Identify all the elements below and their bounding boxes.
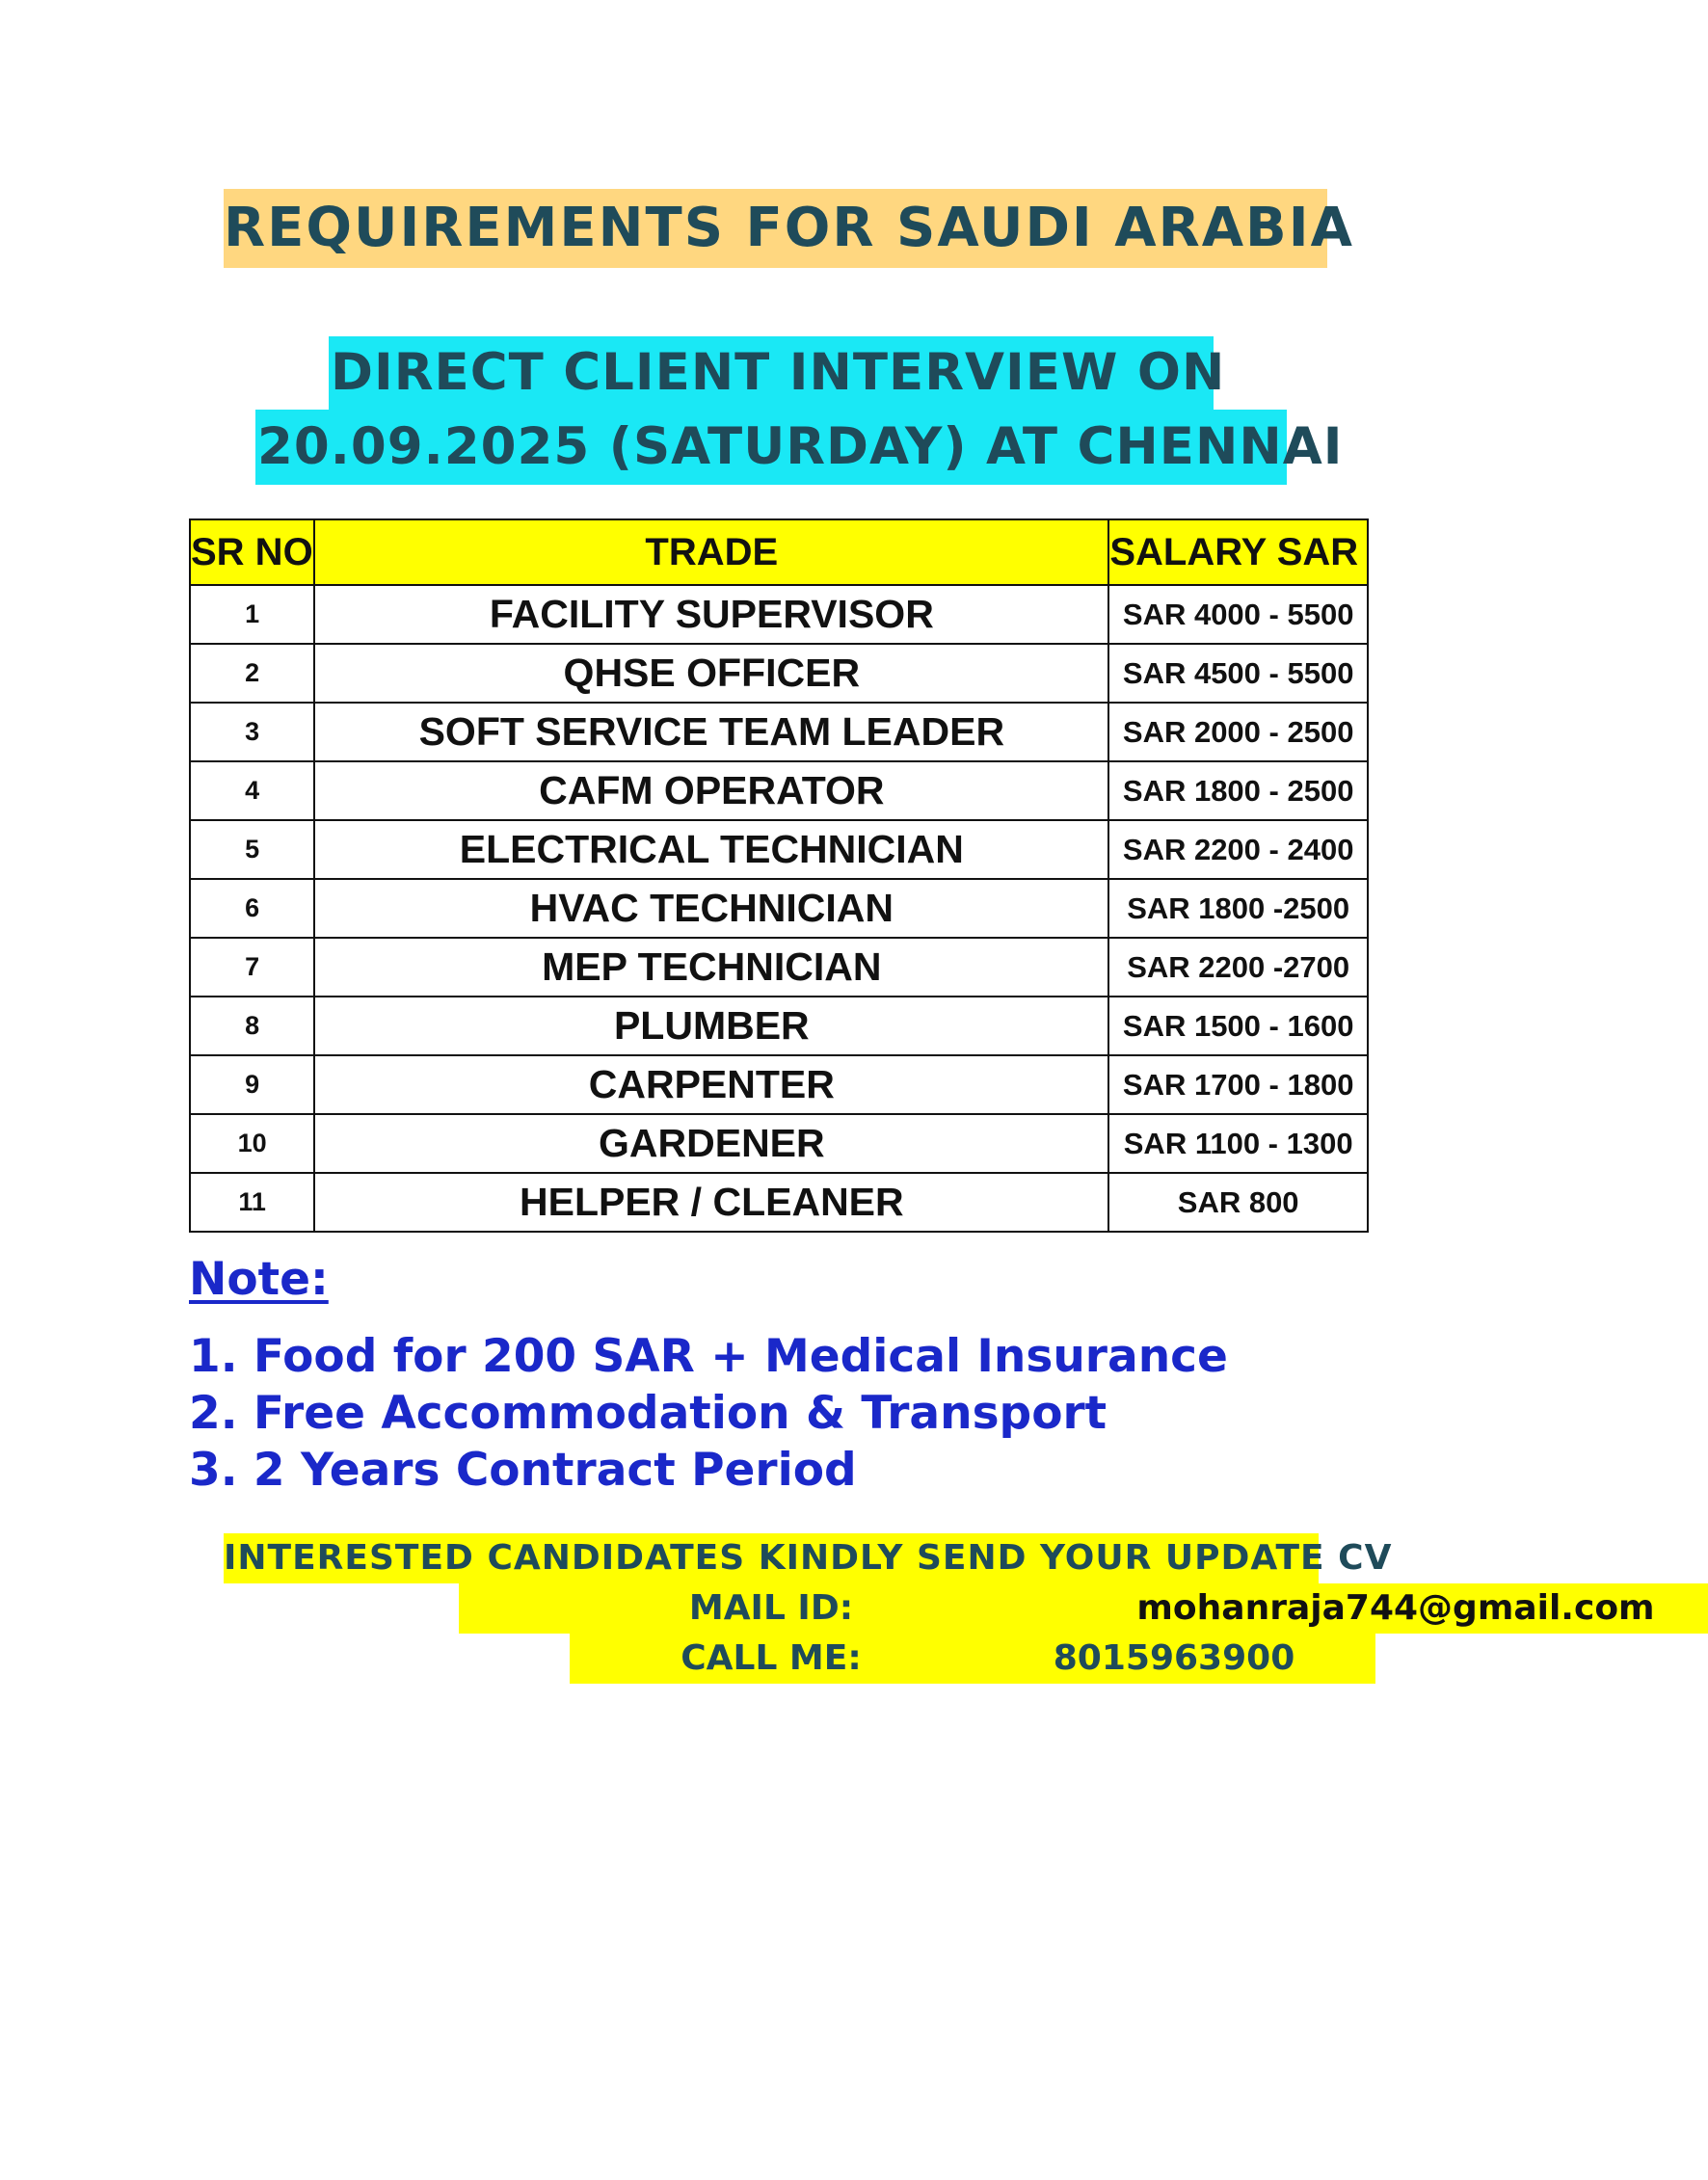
header-sr-no: SR NO (190, 519, 314, 585)
sr-no-cell: 10 (190, 1114, 314, 1173)
salary-cell: SAR 1800 - 2500 (1108, 761, 1368, 820)
salary-cell: SAR 2200 - 2400 (1108, 820, 1368, 879)
note-item: 1. Food for 200 SAR + Medical Insurance (189, 1330, 1228, 1383)
sr-no-cell: 3 (190, 703, 314, 761)
interview-date-location: 20.09.2025 (SATURDAY) AT CHENNAI (255, 410, 1287, 485)
salary-cell: SAR 2000 - 2500 (1108, 703, 1368, 761)
phone-number-link[interactable]: 8015963900 (973, 1634, 1375, 1684)
salary-cell: SAR 1500 - 1600 (1108, 997, 1368, 1055)
table-header-row (190, 519, 1368, 585)
salary-cell: SAR 1700 - 1800 (1108, 1055, 1368, 1114)
sr-no-cell: 11 (190, 1173, 314, 1232)
trade-cell: HVAC TECHNICIAN (314, 879, 1108, 938)
salary-cell: SAR 4000 - 5500 (1108, 585, 1368, 644)
trade-cell: CAFM OPERATOR (314, 761, 1108, 820)
note-item: 3. 2 Years Contract Period (189, 1444, 857, 1497)
sr-no-cell: 5 (190, 820, 314, 879)
sr-no-cell: 6 (190, 879, 314, 938)
table-row (190, 761, 1368, 820)
trade-cell: MEP TECHNICIAN (314, 938, 1108, 997)
salary-cell: SAR 1100 - 1300 (1108, 1114, 1368, 1173)
table-row (190, 703, 1368, 761)
table-row (190, 1173, 1368, 1232)
trade-cell: QHSE OFFICER (314, 644, 1108, 703)
send-cv-text: INTERESTED CANDIDATES KINDLY SEND YOUR UPDATE CV (224, 1533, 1319, 1583)
table-row (190, 1055, 1368, 1114)
table-row (190, 997, 1368, 1055)
sr-no-cell: 4 (190, 761, 314, 820)
contact-line-mail (0, 1583, 1655, 1634)
interview-line-1 (0, 336, 1542, 410)
trade-cell: ELECTRICAL TECHNICIAN (314, 820, 1108, 879)
table-row (190, 879, 1368, 938)
trade-cell: GARDENER (314, 1114, 1108, 1173)
table-row (190, 938, 1368, 997)
header-salary: SALARY SAR (1108, 519, 1368, 585)
note-item: 2. Free Accommodation & Transport (189, 1387, 1108, 1440)
table-row (190, 585, 1368, 644)
sr-no-cell: 1 (190, 585, 314, 644)
sr-no-cell: 7 (190, 938, 314, 997)
sr-no-cell: 9 (190, 1055, 314, 1114)
table-row (190, 1114, 1368, 1173)
mail-label: MAIL ID: (459, 1583, 1083, 1634)
salary-cell: SAR 800 (1108, 1173, 1368, 1232)
page-title: REQUIREMENTS FOR SAUDI ARABIA (224, 189, 1327, 268)
salary-cell: SAR 1800 -2500 (1108, 879, 1368, 938)
header-trade: TRADE (314, 519, 1108, 585)
table-row (190, 820, 1368, 879)
trade-cell: FACILITY SUPERVISOR (314, 585, 1108, 644)
contact-line-cv (0, 1533, 1542, 1583)
trade-cell: CARPENTER (314, 1055, 1108, 1114)
table-row (190, 644, 1368, 703)
mail-address-link[interactable]: mohanraja744@gmail.com (1083, 1583, 1708, 1634)
sr-no-cell: 8 (190, 997, 314, 1055)
call-me (570, 1634, 1295, 1684)
mail-id (459, 1583, 1655, 1634)
trade-cell: SOFT SERVICE TEAM LEADER (314, 703, 1108, 761)
contact-line-call (0, 1634, 1542, 1684)
note-heading: Note: (189, 1253, 329, 1306)
call-label: CALL ME: (570, 1634, 973, 1684)
trade-cell: HELPER / CLEANER (314, 1173, 1108, 1232)
trades-table (189, 518, 1369, 1233)
trade-cell: PLUMBER (314, 997, 1108, 1055)
note-list (189, 1328, 1228, 1499)
sr-no-cell: 2 (190, 644, 314, 703)
salary-cell: SAR 2200 -2700 (1108, 938, 1368, 997)
interview-line-2 (0, 410, 1542, 485)
interview-date-heading: DIRECT CLIENT INTERVIEW ON (329, 336, 1214, 410)
salary-cell: SAR 4500 - 5500 (1108, 644, 1368, 703)
